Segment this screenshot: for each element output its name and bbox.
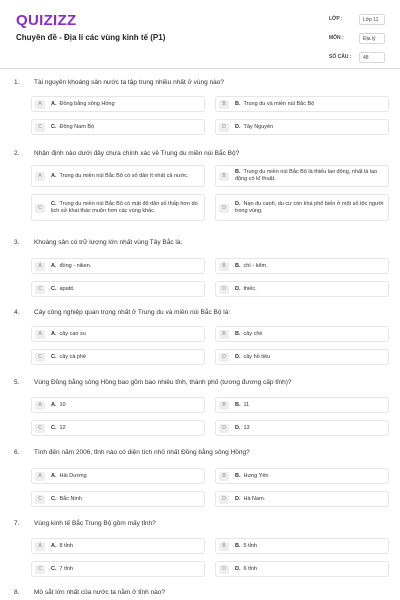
question-text: Khoáng sản có trữ lượng lớn nhất vùng Tây Bắc là: <box>34 239 183 246</box>
option-text: 7 tỉnh <box>59 565 73 572</box>
option-text: 5 tỉnh <box>243 542 257 549</box>
option-badge: C <box>35 123 45 132</box>
option-badge: A <box>35 401 45 410</box>
option-badge: D <box>219 285 229 294</box>
option-text: Hà Nam. <box>243 495 266 502</box>
question-text: Vùng Đồng bằng sông Hồng bao gồm bao nhiêu tỉnh, thành phố (tương đương cấp tỉnh)? <box>34 379 292 386</box>
option-text: Tây Nguyên <box>243 123 274 130</box>
option-b[interactable] <box>215 326 389 342</box>
question-text: Cây công nghiệp quan trọng nhất ở Trung du và miền núi Bắc Bộ là: <box>34 309 231 316</box>
option-badge: B <box>219 100 229 109</box>
option-label: C. <box>51 353 57 360</box>
option-c[interactable] <box>31 491 205 507</box>
option-d[interactable] <box>215 194 389 221</box>
meta-grade-value: Lớp 11 <box>359 14 385 25</box>
option-d[interactable] <box>215 491 389 507</box>
option-a[interactable] <box>31 397 205 413</box>
option-c[interactable] <box>31 349 205 365</box>
meta-subject <box>329 33 389 47</box>
option-text: đồng - niken. <box>59 262 92 269</box>
option-label: A. <box>51 401 57 408</box>
option-badge: C <box>35 495 45 504</box>
option-label: B. <box>235 472 241 479</box>
option-label: A. <box>51 472 57 479</box>
option-label: B. <box>235 262 241 269</box>
option-b[interactable] <box>215 96 389 112</box>
option-badge: C <box>35 565 45 574</box>
option-label: D. <box>235 565 241 572</box>
option-label: D. <box>235 353 241 360</box>
meta-grade <box>329 14 389 28</box>
meta-subject-label: MÔN : <box>329 35 344 41</box>
option-d[interactable] <box>215 281 389 297</box>
option-label: A. <box>51 172 57 179</box>
option-text: cây hồ tiêu <box>243 353 271 360</box>
option-badge: A <box>35 542 45 551</box>
option-badge: A <box>35 100 45 109</box>
option-badge: B <box>219 401 229 410</box>
option-a[interactable] <box>31 468 205 484</box>
option-text: Nạn du canh, du cư còn khá phổ biến ở một số tộc người trong vùng. <box>235 200 384 214</box>
quizizz-logo: QUIZIZZ <box>16 12 77 29</box>
option-label: D. <box>235 200 241 207</box>
question-number: 4. <box>14 309 20 316</box>
option-d[interactable] <box>215 119 389 135</box>
question-number: 3. <box>14 239 20 246</box>
option-text: cây chè <box>243 330 263 337</box>
option-badge: C <box>35 285 45 294</box>
option-label: D. <box>235 424 241 431</box>
option-text: cây cao su <box>59 330 86 337</box>
option-badge: B <box>219 262 229 271</box>
option-label: D. <box>235 123 241 130</box>
option-text: Hưng Yên <box>243 472 269 479</box>
worksheet-title: Chuyên đề - Địa lí các vùng kinh tế (P1) <box>16 33 166 42</box>
option-c[interactable] <box>31 420 205 436</box>
question-text: Mỏ sắt lớn nhất của nước ta nằm ở tỉnh nào? <box>34 589 165 596</box>
meta-count <box>329 52 389 66</box>
option-d[interactable] <box>215 561 389 577</box>
option-label: A. <box>51 542 57 549</box>
option-a[interactable] <box>31 538 205 554</box>
option-badge: A <box>35 172 45 181</box>
option-c[interactable] <box>31 281 205 297</box>
option-label: A. <box>51 262 57 269</box>
meta-count-value: 48 <box>359 52 385 63</box>
option-badge: C <box>35 424 45 433</box>
option-c[interactable] <box>31 119 205 135</box>
option-badge: D <box>219 424 229 433</box>
option-badge: B <box>219 172 229 181</box>
option-text: cây cà phê <box>59 353 87 360</box>
option-label: B. <box>235 100 241 107</box>
option-text: Trung du miền núi Bắc Bộ là thiếu lao động, nhất là lao động có kĩ thuật. <box>235 169 378 182</box>
option-badge: D <box>219 565 229 574</box>
option-text: 8 tỉnh <box>59 542 73 549</box>
question-text: Nhận định nào dưới đây chưa chính xác về Trung du miền núi Bắc Bộ? <box>34 150 240 157</box>
question-text: Tài nguyên khoáng sản nước ta tập trung nhiều nhất ở vùng nào? <box>34 79 224 86</box>
option-text: 11 <box>243 401 250 408</box>
option-badge: D <box>219 353 229 362</box>
meta-count-label: SỐ CÂU : <box>329 54 352 60</box>
option-badge: A <box>35 472 45 481</box>
option-d[interactable] <box>215 420 389 436</box>
option-label: B. <box>235 542 241 549</box>
option-label: C. <box>51 123 57 130</box>
question-text: Vùng kinh tế Bắc Trung Bộ gồm mấy tỉnh? <box>34 520 156 527</box>
question-text: Tính đến năm 2006, tỉnh nào có diện tích nhỏ nhất Đồng bằng sông Hồng? <box>34 449 250 456</box>
option-label: D. <box>235 495 241 502</box>
option-label: C. <box>51 565 57 572</box>
option-text: 12 <box>59 424 66 431</box>
question-number: 6. <box>14 449 20 456</box>
option-label: B. <box>235 169 241 175</box>
option-label: C. <box>51 200 57 207</box>
option-badge: A <box>35 330 45 339</box>
option-label: A. <box>51 100 57 107</box>
meta-subject-value: Địa lý <box>359 33 385 44</box>
option-a[interactable] <box>31 96 205 112</box>
option-badge: C <box>35 353 45 362</box>
option-c[interactable] <box>31 194 205 221</box>
option-badge: C <box>35 204 45 213</box>
question-number: 5. <box>14 379 20 386</box>
option-label: D. <box>235 285 241 292</box>
option-text: Đồng bằng sông Hồng <box>59 100 115 107</box>
option-text: Trung du và miền núi Bắc Bộ <box>243 100 315 107</box>
option-text: Trung du miền núi Bắc Bộ có số dân ít nhất cả nước. <box>59 172 189 179</box>
option-text: Đông Nam Bộ <box>59 123 95 130</box>
option-badge: D <box>219 123 229 132</box>
option-badge: D <box>219 204 229 213</box>
worksheet-meta <box>329 14 389 71</box>
option-b[interactable] <box>215 468 389 484</box>
option-b[interactable] <box>215 258 389 274</box>
option-label: B. <box>235 401 241 408</box>
meta-grade-label: LỚP : <box>329 16 343 22</box>
option-text: thiếc. <box>243 285 257 292</box>
question-number: 8. <box>14 589 20 596</box>
option-d[interactable] <box>215 349 389 365</box>
option-badge: B <box>219 542 229 551</box>
option-c[interactable] <box>31 561 205 577</box>
question-number: 1. <box>14 79 20 86</box>
option-text: 13 <box>243 424 250 431</box>
option-label: B. <box>235 330 241 337</box>
option-text: 10 <box>59 401 66 408</box>
option-badge: B <box>219 330 229 339</box>
option-a[interactable] <box>31 165 205 187</box>
option-b[interactable] <box>215 165 389 187</box>
option-b[interactable] <box>215 538 389 554</box>
option-text: 6 tỉnh <box>243 565 257 572</box>
worksheet-header <box>0 0 400 69</box>
option-badge: A <box>35 262 45 271</box>
option-text: Trung du miền núi Bắc Bộ có mật độ dân số thấp hơn do lịch sử khai thác muộn hơn các vùng khác. <box>51 200 198 214</box>
option-text: Hải Dương <box>59 472 87 479</box>
option-label: C. <box>51 424 57 431</box>
option-badge: B <box>219 472 229 481</box>
option-label: C. <box>51 285 57 292</box>
option-a[interactable] <box>31 258 205 274</box>
option-text: Bắc Ninh <box>59 495 82 502</box>
option-label: A. <box>51 330 57 337</box>
option-b[interactable] <box>215 397 389 413</box>
option-label: C. <box>51 495 57 502</box>
option-text: apatit. <box>59 285 75 292</box>
option-text: chì - kẽm. <box>243 262 268 269</box>
question-number: 7. <box>14 520 20 527</box>
option-badge: D <box>219 495 229 504</box>
option-a[interactable] <box>31 326 205 342</box>
question-number: 2. <box>14 150 20 157</box>
